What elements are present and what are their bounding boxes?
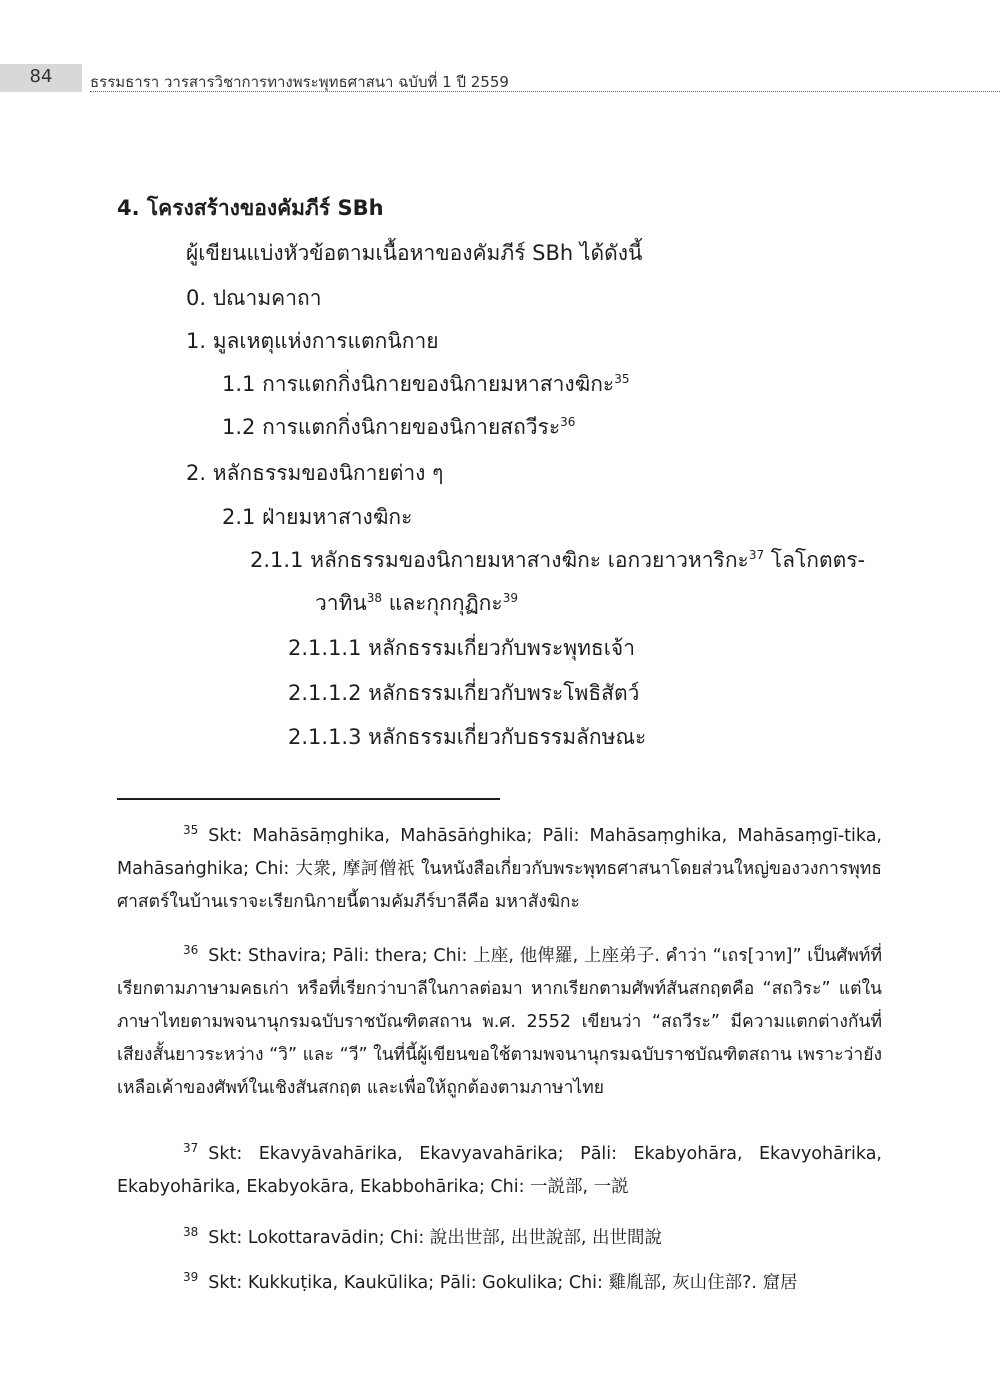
footnote-ref[interactable]: 37 (748, 548, 765, 562)
footnote-number: 39 (183, 1270, 199, 1285)
footnote: $^{39}$ Skt: Kukkuṭika, Kaukūlika; Pāli: Gokulika; Chi: 雞胤部, 灰山住部?. 窟居 (183, 1270, 798, 1293)
outline-item: วาทิน$^{38}$ และกุกกุฏิกะ$^{39}$ (315, 591, 518, 615)
outline-item: 1.2 การแตกกิ่งนิกายของนิกายสถวีระ$^{36}$ (222, 415, 576, 439)
footnote-number: 38 (183, 1225, 199, 1240)
outline-item: 1. มูลเหตุแห่งการแตกนิกาย (186, 329, 439, 353)
outline-item: 0. ปณามคาถา (186, 286, 322, 310)
outline-item: 2.1 ฝ่ายมหาสางฆิกะ (222, 505, 413, 529)
footnote: $^{37}$ Skt: Ekavyāvahārika, Ekavyavahārika; Pāli: Ekabyohāra, Ekavyohārika, Ekabyohārika, Ekabyokāra, Ekabbohārika; Chi: 一説部, 一説 (117, 1141, 882, 1197)
footnote-separator (117, 798, 500, 800)
page-number: 84 (29, 66, 53, 87)
outline-item: 2.1.1.3 หลักธรรมเกี่ยวกับธรรมลักษณะ (288, 725, 647, 749)
footnote-ref[interactable]: 35 (614, 372, 630, 386)
section-intro: ผู้เขียนแบ่งหัวข้อตามเนื้อหาของคัมภีร์ SBh ได้ดังนี้ (186, 241, 643, 265)
outline-item: 1.1 การแตกกิ่งนิกายของนิกายมหาสางฆิกะ$^{35}$ (222, 372, 630, 396)
outline-item: 2.1.1 หลักธรรมของนิกายมหาสางฆิกะ เอกวยาวหาริกะ$^{37}$ โลโกตตร- (250, 548, 866, 572)
footnote-number: 35 (183, 823, 199, 838)
footnote: $^{36}$ Skt: Sthavira; Pāli: thera; Chi: 上座, 他俾羅, 上座弟子. คำว่า “เถร[วาท]” เป็นศัพท์ที่เรียกตามภาษามคธเก่า หรือที่เรียกว่าบาลีในกาลต่อมา หากเรียกตามศัพท์สันสกฤตคือ “สถวิระ” แต่ในภาษาไทยตามพจนานุกรมฉบับราชบัณฑิตสถาน พ.ศ. 2552 เขียนว่า “สถวีระ” มีความแตกต่างกันที่เสียงสั้นยาวระหว่าง “วิ” และ “วี” ในที่นี้ผู้เขียนขอใช้ตามพจนานุกรมฉบับราชบัณฑิตสถาน เพราะว่ายังเหลือเค้าของศัพท์ในเชิงสันสกฤต และเพื่อให้ถูกต้องตามภาษาไทย (117, 943, 882, 1098)
footnote-ref[interactable]: 38 (366, 591, 383, 605)
outline-item: 2. หลักธรรมของนิกายต่าง ๆ (186, 461, 444, 485)
footnote-number: 37 (183, 1141, 199, 1156)
header-dotted-rule (90, 91, 1000, 92)
journal-title: ธรรมธารา วารสารวิชาการทางพระพุทธศาสนา ฉบับที่ 1 ปี 2559 (90, 73, 509, 91)
footnote-ref[interactable]: 39 (502, 591, 518, 605)
footnote: $^{38}$ Skt: Lokottaravādin; Chi: 說出世部, 出世說部, 出世間說 (183, 1225, 663, 1248)
footnote-ref[interactable]: 36 (560, 415, 576, 429)
outline-item: 2.1.1.2 หลักธรรมเกี่ยวกับพระโพธิสัตว์ (288, 681, 640, 705)
outline-item: 2.1.1.1 หลักธรรมเกี่ยวกับพระพุทธเจ้า (288, 636, 636, 660)
footnote: $^{35}$ Skt: Mahāsāṃghika, Mahāsāṅghika; Pāli: Mahāsaṃghika, Mahāsaṃgī-tika, Mahāsaṅghika; Chi: 大衆, 摩訶僧祇 ในหนังสือเกี่ยวกับพระพุทธศาสนาโดยส่วนใหญ่ของวงการพุทธศาสตร์ในบ้านเราจะเรียกนิกายนี้ตามคัมภีร์บาลีคือ มหาสังฆิกะ (117, 823, 882, 912)
section-heading: 4. โครงสร้างของคัมภีร์ SBh (117, 196, 384, 220)
footnote-number: 36 (183, 943, 199, 958)
